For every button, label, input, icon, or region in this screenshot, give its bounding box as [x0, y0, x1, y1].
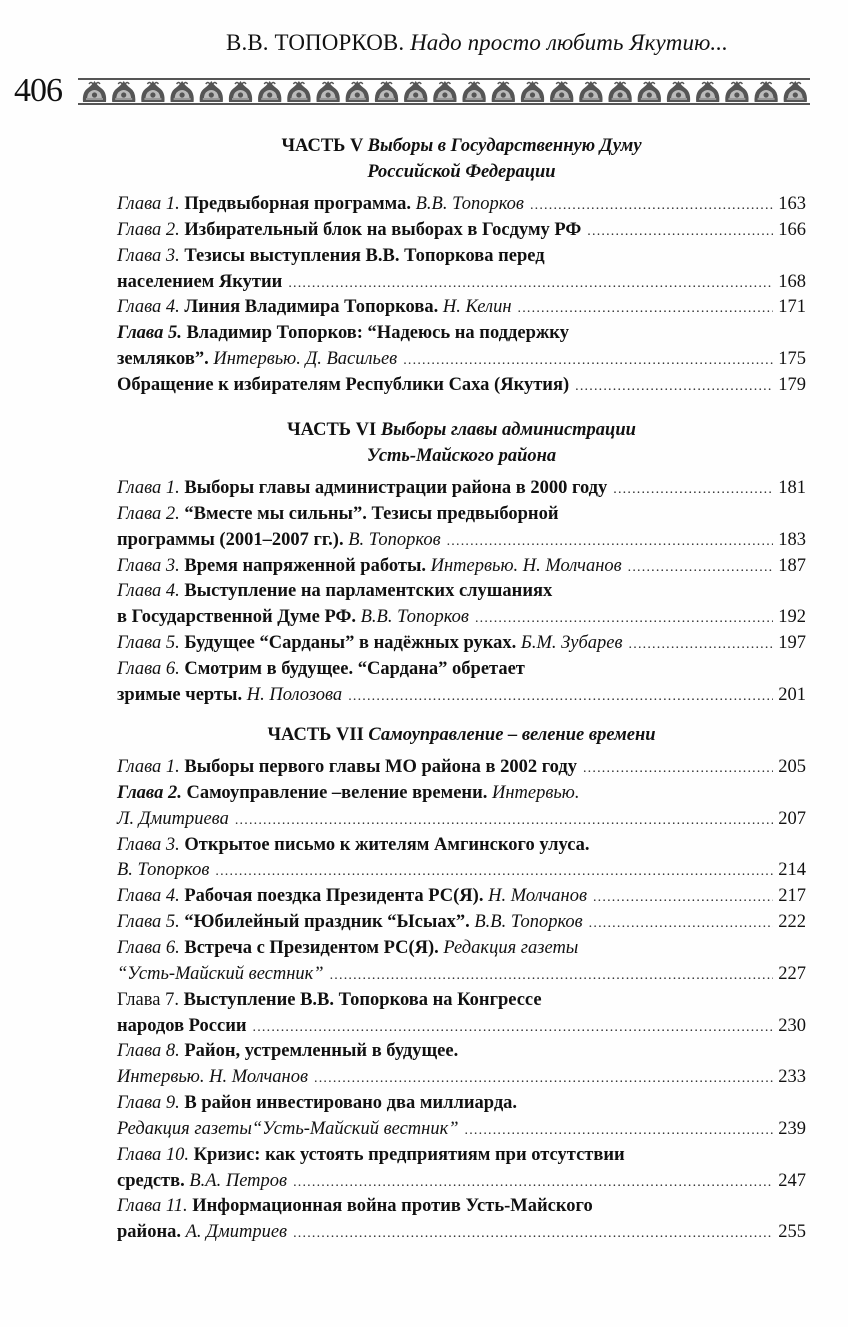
folk-ornament-motif-icon [287, 81, 310, 102]
dot-leader [518, 296, 774, 322]
chapter-label: Глава 3. [117, 245, 180, 266]
chapter-author: Редакция газеты“Усть-Майский вестник” [117, 1118, 459, 1139]
chapter-label: Глава 4. [117, 886, 180, 907]
folk-ornament-motif-icon [141, 81, 164, 102]
page-reference: 179 [778, 374, 806, 395]
chapter-label: Глава 2. [117, 219, 180, 240]
folk-ornament-motif-icon [784, 81, 807, 102]
dot-leader [587, 219, 773, 245]
dot-leader [530, 193, 773, 219]
chapter-title: Предвыборная программа. [184, 194, 411, 214]
chapter-title: “Юбилейный праздник “Ысыах”. [184, 912, 470, 933]
toc-entry-line[interactable] [117, 630, 806, 656]
toc-entry-line[interactable] [117, 191, 806, 217]
chapter-title: Выборы главы администрации района в 2000 году [184, 478, 608, 498]
chapter-title: Тезисы выступления В.В. Топоркова перед [184, 245, 545, 266]
ornament-band [78, 78, 810, 105]
chapter-label: Глава 5. [117, 323, 182, 344]
chapter-author: Интервью. Н. Молчанов [117, 1067, 309, 1088]
part-title-text: Российской Федерации [367, 162, 556, 182]
chapter-title: Будущее “Сарданы” в надёжных руках. [184, 633, 517, 654]
dot-leader [465, 1118, 774, 1144]
chapter-label: Глава 3. [117, 834, 180, 855]
dot-leader [628, 555, 774, 581]
folk-ornament-motif-icon [229, 81, 252, 102]
chapter-title: Линия Владимира Топоркова. [184, 297, 439, 318]
chapter-label: Глава 2. [117, 503, 180, 524]
toc-entry-line[interactable] [117, 320, 806, 346]
running-head-author: В.В. ТОПОРКОВ. [226, 30, 405, 55]
chapter-label: Глава 6. [117, 658, 180, 679]
chapter-title: Самоуправление –веление времени. [186, 782, 488, 803]
toc-entry-line[interactable] [117, 475, 806, 501]
toc-entry-line[interactable] [117, 1193, 806, 1219]
dot-leader [293, 1170, 773, 1196]
running-head [0, 30, 848, 56]
toc-entry-line[interactable] [117, 961, 806, 987]
dot-leader [215, 859, 773, 885]
chapter-title: “Вместе мы сильны”. Тезисы предвыборной [184, 503, 559, 524]
toc-entry-line[interactable] [117, 909, 806, 935]
chapter-label: Глава 11. [117, 1196, 188, 1217]
page-reference: 201 [778, 684, 806, 705]
page-reference: 171 [778, 297, 806, 318]
chapter-title: Открытое письмо к жителям Амгинского улуса. [184, 834, 590, 855]
chapter-author: В.В. Топорков [415, 194, 524, 214]
page-reference: 247 [778, 1170, 806, 1191]
chapter-author: А. Дмитриев [185, 1222, 288, 1243]
folk-ornament-motif-icon [608, 81, 631, 102]
chapter-label: Глава 1. [117, 757, 180, 777]
folk-ornament-motif-icon [200, 81, 223, 102]
chapter-author: Н. Полозова [246, 684, 343, 705]
folk-ornament-motif-icon [170, 81, 193, 102]
chapter-author: Интервью. [491, 782, 580, 803]
part-title-text: Самоуправление – веление времени [368, 725, 656, 745]
chapter-label: Глава 1. [117, 478, 180, 498]
page-reference: 175 [778, 349, 806, 370]
dot-leader [288, 271, 773, 297]
folk-ornament-motif-icon [404, 81, 427, 102]
toc-entry-line[interactable] [117, 1090, 806, 1116]
toc-entry-line[interactable] [117, 780, 806, 806]
chapter-author: “Усть-Майский вестник” [117, 963, 324, 984]
chapter-author: Б.М. Зубарев [520, 633, 623, 654]
toc-entry-line[interactable] [117, 604, 806, 630]
chapter-title: земляков”. [117, 349, 209, 370]
toc-entry-line[interactable] [117, 987, 806, 1013]
page-reference: 187 [778, 555, 806, 576]
chapter-author: В.В. Топорков [474, 912, 583, 933]
toc-entry-line[interactable] [117, 346, 806, 372]
page-reference: 163 [778, 194, 806, 214]
chapter-label: Глава 8. [117, 1041, 180, 1062]
part-title-text: Выборы в Государственную Думу [367, 136, 642, 156]
dot-leader [447, 529, 774, 555]
page-reference: 168 [778, 271, 806, 292]
toc-entry-line[interactable] [117, 553, 806, 579]
chapter-title: средств. [117, 1170, 185, 1191]
chapter-author: Интервью. Д. Васильев [213, 349, 398, 370]
page-reference: 181 [778, 478, 806, 498]
part-title-line [117, 443, 806, 469]
page-reference: 217 [778, 886, 806, 907]
folk-ornament-motif-icon [316, 81, 339, 102]
toc-entry-line[interactable] [117, 883, 806, 909]
running-head-book-title: Надо просто любить Якутию... [410, 30, 728, 55]
toc-entry-line[interactable] [117, 832, 806, 858]
chapter-title: Время напряженной работы. [184, 555, 427, 576]
folk-ornament-motif-icon [112, 81, 135, 102]
folk-ornament-motif-icon [521, 81, 544, 102]
page-reference: 197 [778, 633, 806, 654]
chapter-title: Кризис: как устоять предприятиям при отсутствии [193, 1144, 625, 1165]
chapter-label: Глава 4. [117, 297, 180, 318]
folk-ornament-motif-icon [550, 81, 573, 102]
part-title-line [117, 722, 806, 748]
chapter-title: Район, устремленный в будущее. [184, 1041, 459, 1062]
part-title-line [117, 133, 806, 159]
chapter-author: Н. Келин [442, 297, 512, 318]
page-reference: 207 [778, 808, 806, 829]
chapter-author: Интервью. Н. Молчанов [430, 555, 622, 576]
toc-entry-line[interactable] [117, 1168, 806, 1194]
dot-leader [575, 374, 773, 400]
chapter-label: Глава 3. [117, 555, 180, 576]
page-reference: 227 [778, 963, 806, 984]
chapter-author: Н. Молчанов [488, 886, 587, 907]
folk-ornament-motif-icon [433, 81, 456, 102]
toc-entry-line[interactable] [117, 1116, 806, 1142]
chapter-author: В.В. Топорков [360, 607, 469, 628]
chapter-label: Глава 5. [117, 912, 180, 933]
page-reference: 205 [778, 757, 806, 777]
dot-leader [403, 348, 773, 374]
chapter-title: В район инвестировано два миллиарда. [184, 1093, 518, 1114]
page-reference: 166 [778, 219, 806, 240]
chapter-title: Избирательный блок на выборах в Госдуму РФ [184, 219, 582, 240]
folk-ornament-motif-icon [375, 81, 398, 102]
dot-leader [253, 1015, 774, 1041]
part-label: ЧАСТЬ V [281, 136, 364, 156]
page-reference: 255 [778, 1222, 806, 1243]
folk-ornament-motif-icon [462, 81, 485, 102]
part-title-line [117, 417, 806, 443]
dot-leader [475, 606, 773, 632]
toc-entry-line[interactable] [117, 501, 806, 527]
toc-entry-line[interactable] [117, 682, 806, 708]
chapter-label: Глава 9. [117, 1093, 180, 1114]
page-reference: 230 [778, 1015, 806, 1036]
chapter-title: Выступление на парламентских слушаниях [184, 581, 553, 602]
dot-leader [293, 1221, 773, 1247]
chapter-label: Глава 6. [117, 937, 180, 958]
chapter-title: народов России [117, 1015, 247, 1036]
page-number: 406 [14, 72, 62, 109]
part-label: ЧАСТЬ VII [267, 725, 364, 745]
chapter-author: В.А. Петров [189, 1170, 288, 1191]
chapter-label: Глава 4. [117, 581, 180, 602]
toc-entry-line[interactable] [117, 1013, 806, 1039]
folk-ornament-motif-icon [492, 81, 515, 102]
toc-entry-line[interactable] [117, 217, 806, 243]
chapter-title: Выборы первого главы МО района в 2002 году [184, 757, 577, 777]
dot-leader [629, 632, 774, 658]
dot-leader [235, 808, 773, 834]
toc-entry-line[interactable] [117, 656, 806, 682]
toc-entry-line[interactable] [117, 857, 806, 883]
folk-ornament-motif-icon [667, 81, 690, 102]
page-reference: 222 [778, 912, 806, 933]
folk-ornament-motif-icon [638, 81, 661, 102]
chapter-title: программы (2001–2007 гг.). [117, 529, 344, 550]
toc-entry-line[interactable] [117, 372, 806, 398]
toc-entry-line[interactable] [117, 935, 806, 961]
folk-ornament-motif-icon [83, 81, 106, 102]
toc-entry-line[interactable] [117, 243, 806, 269]
toc-entry-line[interactable] [117, 806, 806, 832]
folk-ornament-motif-icon [579, 81, 602, 102]
chapter-label: Глава 10. [117, 1144, 189, 1165]
part-title-text: Усть-Майского района [366, 446, 557, 466]
chapter-author: Редакция газеты [443, 937, 579, 958]
chapter-title: района. [117, 1222, 181, 1243]
toc-entry-line[interactable] [117, 1142, 806, 1168]
chapter-label: Глава 7. [117, 989, 179, 1010]
page-reference: 183 [778, 529, 806, 550]
folk-ornament-motif-icon [346, 81, 369, 102]
ornament-strip [78, 80, 810, 103]
chapter-label: Глава 2. [117, 782, 182, 803]
chapter-title: Обращение к избирателям Республики Саха (Якутия) [117, 374, 570, 395]
toc-entry-line[interactable] [117, 527, 806, 553]
toc-entry-line[interactable] [117, 754, 806, 780]
dot-leader [583, 756, 773, 782]
chapter-title: Информационная война против Усть-Майского [192, 1196, 593, 1217]
dot-leader [593, 885, 773, 911]
toc-entry-line[interactable] [117, 294, 806, 320]
toc-entry-line[interactable] [117, 1219, 806, 1245]
dot-leader [330, 963, 774, 989]
chapter-author: В. Топорков [348, 529, 441, 550]
page-reference: 214 [778, 860, 806, 881]
chapter-title: в Государственной Думе РФ. [117, 607, 356, 628]
chapter-title: Встреча с Президентом РС(Я). [184, 937, 439, 958]
toc-entry-line[interactable] [117, 578, 806, 604]
chapter-label: Глава 1. [117, 194, 180, 214]
chapter-label: Глава 5. [117, 633, 180, 654]
part-label: ЧАСТЬ VI [287, 420, 377, 440]
dot-leader [613, 477, 773, 503]
folk-ornament-motif-icon [754, 81, 777, 102]
chapter-title: Владимир Топорков: “Надеюсь на поддержку [186, 323, 569, 344]
chapter-title: населением Якутии [117, 271, 283, 292]
toc-entry-line[interactable] [117, 269, 806, 295]
folk-ornament-motif-icon [696, 81, 719, 102]
chapter-title: Смотрим в будущее. “Сардана” обретает [184, 658, 525, 679]
chapter-title: Выступление В.В. Топоркова на Конгрессе [183, 989, 542, 1010]
folk-ornament-motif-icon [258, 81, 281, 102]
chapter-author: В. Топорков [117, 860, 210, 881]
chapter-title: Рабочая поездка Президента РС(Я). [184, 886, 484, 907]
dot-leader [589, 911, 774, 937]
folk-ornament-motif-icon [725, 81, 748, 102]
part-title-line [117, 159, 806, 185]
chapter-author: Л. Дмитриева [117, 808, 229, 829]
part-title-text: Выборы главы администрации [380, 420, 636, 440]
page-reference: 233 [778, 1067, 806, 1088]
chapter-title: зримые черты. [117, 684, 243, 705]
page-reference: 239 [778, 1118, 806, 1139]
toc-entry-line[interactable] [117, 1038, 806, 1064]
dot-leader [348, 684, 773, 710]
toc-entry-line[interactable] [117, 1064, 806, 1090]
dot-leader [314, 1066, 773, 1092]
page-reference: 192 [778, 607, 806, 628]
